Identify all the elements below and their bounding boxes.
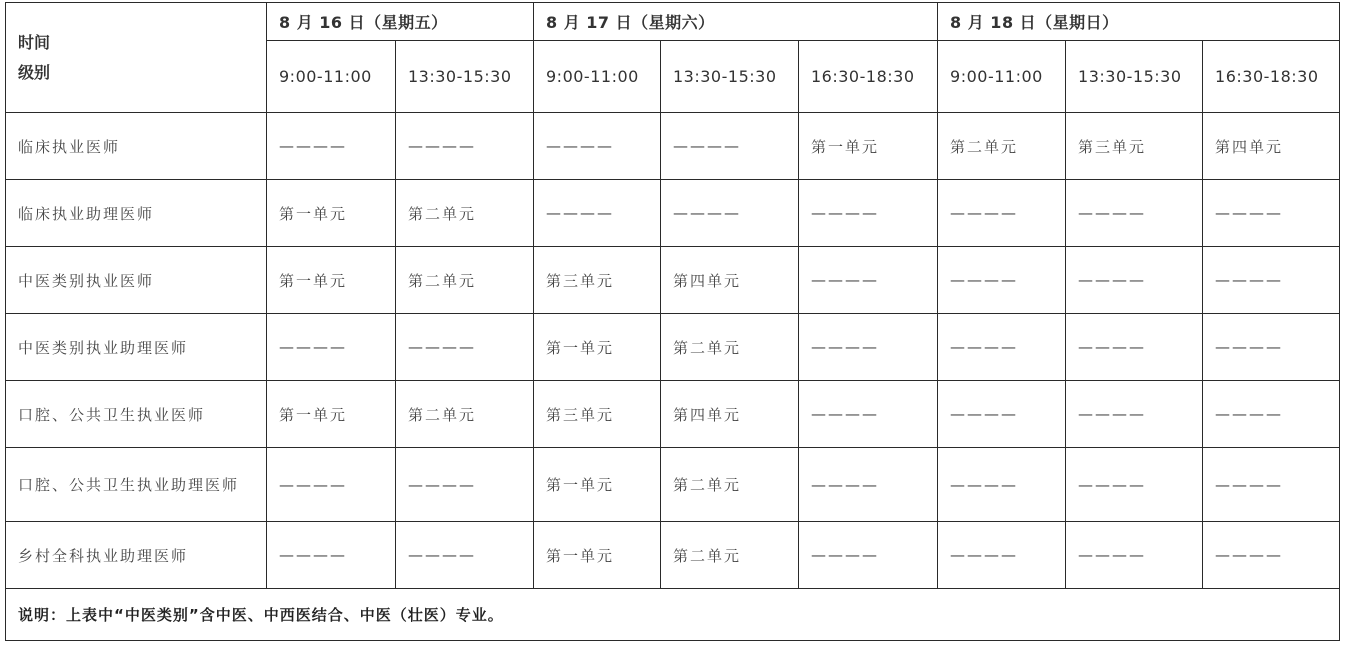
schedule-cell: ———— <box>1203 522 1340 589</box>
schedule-cell: 第二单元 <box>661 448 799 522</box>
schedule-cell: ———— <box>1066 247 1203 314</box>
level-name-cell: 临床执业医师 <box>6 113 267 180</box>
corner-header-cell <box>6 3 267 113</box>
schedule-cell: 第三单元 <box>534 381 661 448</box>
schedule-cell: ———— <box>938 180 1066 247</box>
schedule-cell: ———— <box>1203 448 1340 522</box>
schedule-cell: ———— <box>938 314 1066 381</box>
schedule-cell: 第四单元 <box>661 381 799 448</box>
level-name-cell: 口腔、公共卫生执业助理医师 <box>6 448 267 522</box>
time-slot-header: 9:00-11:00 <box>267 41 396 113</box>
time-slot-header: 9:00-11:00 <box>534 41 661 113</box>
schedule-cell: ———— <box>799 448 938 522</box>
schedule-cell: ———— <box>661 113 799 180</box>
table-row <box>6 314 1340 381</box>
schedule-cell: 第三单元 <box>534 247 661 314</box>
table-row <box>6 247 1340 314</box>
schedule-cell: ———— <box>799 522 938 589</box>
schedule-cell: ———— <box>1066 180 1203 247</box>
schedule-cell: ———— <box>938 381 1066 448</box>
schedule-cell: 第一单元 <box>267 247 396 314</box>
schedule-cell: ———— <box>267 314 396 381</box>
level-name-cell: 乡村全科执业助理医师 <box>6 522 267 589</box>
schedule-cell: ———— <box>396 314 534 381</box>
schedule-cell: ———— <box>396 448 534 522</box>
schedule-cell: 第一单元 <box>534 448 661 522</box>
schedule-cell: ———— <box>1203 381 1340 448</box>
level-name-cell: 中医类别执业医师 <box>6 247 267 314</box>
schedule-cell: ———— <box>799 247 938 314</box>
table-row <box>6 522 1340 589</box>
schedule-cell: ———— <box>938 448 1066 522</box>
level-label: 级别 <box>18 62 51 82</box>
time-slot-header: 16:30-18:30 <box>799 41 938 113</box>
schedule-cell: 第一单元 <box>534 522 661 589</box>
level-name-cell: 口腔、公共卫生执业医师 <box>6 381 267 448</box>
day-header: 8 月 18 日（星期日） <box>938 3 1340 41</box>
schedule-cell: ———— <box>1066 381 1203 448</box>
schedule-cell: ———— <box>1203 247 1340 314</box>
schedule-cell: ———— <box>1066 522 1203 589</box>
schedule-cell: 第二单元 <box>396 247 534 314</box>
schedule-cell: ———— <box>799 381 938 448</box>
day-header: 8 月 17 日（星期六） <box>534 3 938 41</box>
level-name-cell: 临床执业助理医师 <box>6 180 267 247</box>
schedule-cell: ———— <box>938 522 1066 589</box>
schedule-cell: 第四单元 <box>1203 113 1340 180</box>
schedule-cell: 第一单元 <box>799 113 938 180</box>
schedule-cell: ———— <box>799 314 938 381</box>
schedule-cell: ———— <box>1066 448 1203 522</box>
table-row <box>6 381 1340 448</box>
time-slot-header: 16:30-18:30 <box>1203 41 1340 113</box>
schedule-cell: ———— <box>534 180 661 247</box>
schedule-cell: ———— <box>1203 180 1340 247</box>
time-slot-header: 13:30-15:30 <box>1066 41 1203 113</box>
table-row <box>6 180 1340 247</box>
schedule-cell: 第二单元 <box>396 381 534 448</box>
schedule-cell: 第二单元 <box>938 113 1066 180</box>
day-header-row <box>6 3 1340 41</box>
time-slot-header: 9:00-11:00 <box>938 41 1066 113</box>
schedule-cell: 第二单元 <box>661 522 799 589</box>
table-note: 说明：上表中“中医类别”含中医、中西医结合、中医（壮医）专业。 <box>6 589 1340 641</box>
schedule-cell: ———— <box>661 180 799 247</box>
schedule-cell: 第二单元 <box>661 314 799 381</box>
schedule-cell: 第二单元 <box>396 180 534 247</box>
schedule-cell: ———— <box>799 180 938 247</box>
schedule-cell: 第一单元 <box>267 180 396 247</box>
schedule-cell: ———— <box>396 113 534 180</box>
schedule-cell: 第一单元 <box>534 314 661 381</box>
schedule-cell: ———— <box>534 113 661 180</box>
schedule-cell: ———— <box>267 448 396 522</box>
schedule-cell: 第四单元 <box>661 247 799 314</box>
level-name-cell: 中医类别执业助理医师 <box>6 314 267 381</box>
schedule-cell: ———— <box>1203 314 1340 381</box>
table-row <box>6 113 1340 180</box>
schedule-cell: ———— <box>938 247 1066 314</box>
day-header: 8 月 16 日（星期五） <box>267 3 534 41</box>
table-row <box>6 448 1340 522</box>
schedule-cell: ———— <box>267 113 396 180</box>
time-label: 时间 <box>18 32 51 52</box>
schedule-cell: 第三单元 <box>1066 113 1203 180</box>
time-slot-header: 13:30-15:30 <box>396 41 534 113</box>
schedule-cell: ———— <box>1066 314 1203 381</box>
exam-schedule-table <box>5 2 1340 641</box>
schedule-cell: ———— <box>396 522 534 589</box>
schedule-cell: 第一单元 <box>267 381 396 448</box>
schedule-cell: ———— <box>267 522 396 589</box>
time-slot-header: 13:30-15:30 <box>661 41 799 113</box>
note-row <box>6 589 1340 641</box>
